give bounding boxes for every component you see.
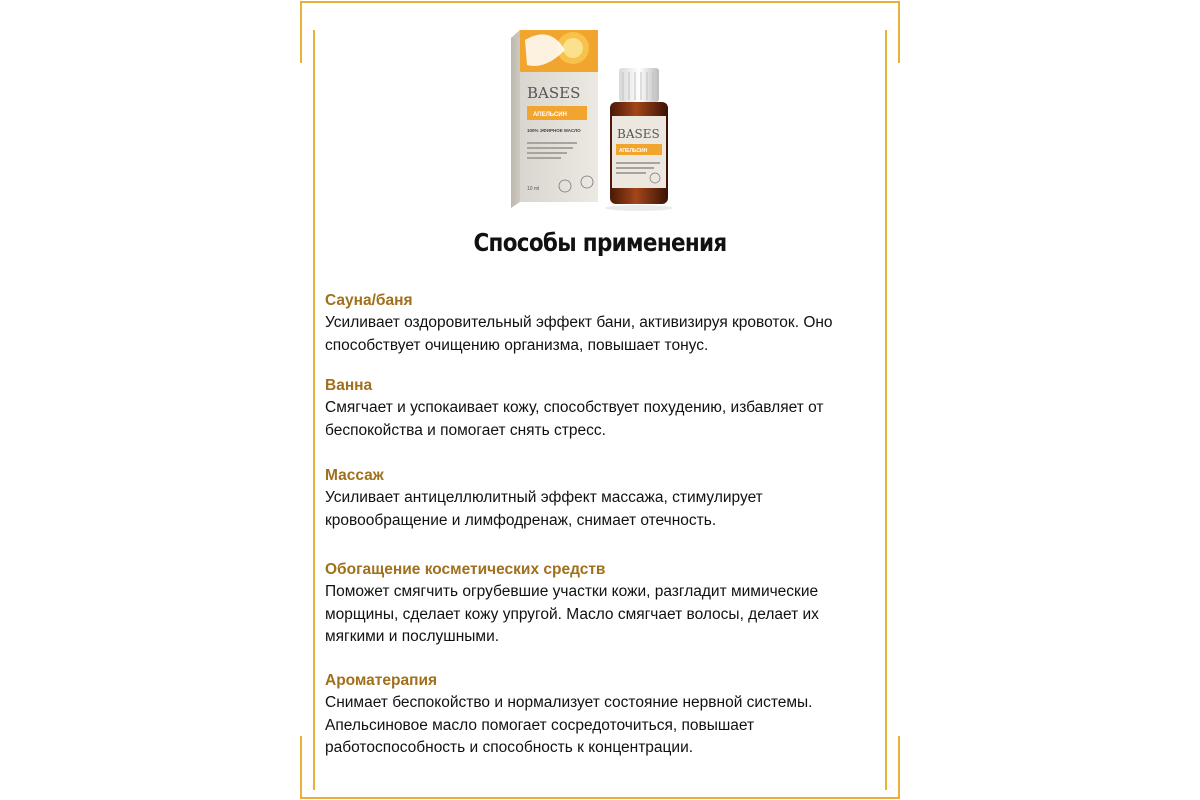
section-text-line: Поможет смягчить огрубевшие участки кожи, разгладит мимические [325, 583, 819, 600]
box-oil-type: 100% ЭФИРНОЕ МАСЛО [527, 128, 581, 133]
frame-left-outer-bottom [300, 736, 302, 799]
frame-right-outer-top [898, 1, 900, 63]
section-cosmetics [325, 559, 885, 649]
section-text-line: Апельсиновое масло помогает сосредоточиться, повышает [325, 716, 755, 734]
section-heading: Обогащение косметических средств [325, 561, 606, 578]
section-text-line: кровообращение и лимфодренаж, снимает отечность. [325, 511, 717, 529]
section-text-line: работоспособность и способность к концентрации. [325, 739, 694, 756]
section-bath [325, 375, 885, 442]
frame-top-line [300, 1, 900, 3]
bottle-brand-text: BASES [617, 127, 660, 141]
box-brand-text: BASES [527, 84, 581, 102]
section-heading: Сауна/баня [325, 292, 413, 309]
page-title: Способы применения [473, 228, 727, 257]
section-text-line: морщины, сделает кожу упругой. Масло смягчает волосы, делает их [325, 605, 819, 623]
product-image [505, 20, 695, 215]
box-side [511, 30, 520, 208]
frame-right-inner [885, 30, 887, 790]
section-heading: Ванна [325, 377, 373, 394]
section-aromatherapy [325, 670, 885, 760]
section-text-line: способствует очищению организма, повышает тонус. [325, 336, 709, 354]
section-heading: Ароматерапия [325, 672, 438, 689]
section-sauna [325, 290, 885, 357]
section-text-line: беспокойства и помогает снять стресс. [325, 421, 606, 439]
frame-left-inner [313, 30, 315, 790]
section-text-line: Усиливает антицеллюлитный эффект массажа, стимулирует [325, 489, 763, 506]
section-text-line: мягкими и послушными. [325, 628, 500, 645]
section-text-line: Снимает беспокойство и нормализует состояние нервной системы. [325, 694, 813, 711]
frame-left-outer-top [300, 1, 302, 63]
section-text-line: Смягчает и успокаивает кожу, способствует похудению, избавляет от [325, 399, 824, 416]
section-massage [325, 465, 885, 532]
section-text-line: Усиливает оздоровительный эффект бани, активизируя кровоток. Оно [325, 314, 833, 331]
box-volume: 10 ml [527, 186, 540, 192]
frame-right-outer-bottom [898, 736, 900, 799]
frame-bottom-line [300, 797, 900, 799]
section-heading: Массаж [325, 467, 384, 484]
bottle-product-name: АПЕЛЬСИН [619, 148, 648, 154]
box-product-name: АПЕЛЬСИН [533, 112, 567, 118]
